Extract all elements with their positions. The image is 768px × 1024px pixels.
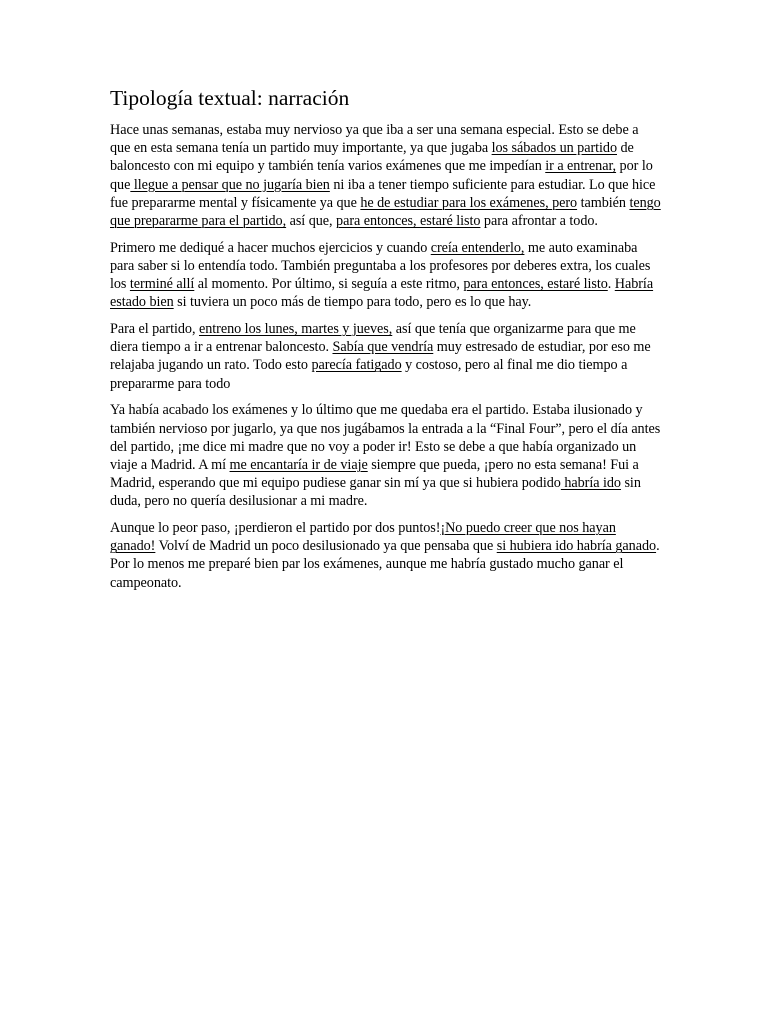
text-segment: y costoso, pero al final me dio tiempo a prepararme para todo	[110, 357, 628, 392]
text-segment: para afrontar a todo.	[480, 213, 598, 230]
text-segment: Hace unas semanas, estaba muy nervioso ya que iba a ser una semana especial. Esto se debe a que en esta semana tenía un partido muy importante, ya que jugaba	[110, 122, 639, 157]
paragraph-2	[110, 239, 662, 312]
underlined-phrase: he de estudiar para los exámenes, pero	[360, 194, 578, 211]
text-segment: me auto examinaba para saber si lo entendía todo. También preguntaba a los profesores por deberes extra, los cuales los	[110, 239, 651, 293]
text-segment: así que tenía que organizarme para que me diera tiempo a ir a entrenar baloncesto.	[110, 321, 636, 356]
document-body	[110, 121, 662, 592]
paragraph-3	[110, 320, 662, 393]
text-segment: si tuviera un poco más de tiempo para todo, pero es lo que hay.	[173, 294, 532, 311]
underlined-phrase: los sábados un partido	[491, 140, 617, 157]
text-segment: Lo que hice fue prepararme mental y físicamente ya que	[110, 176, 656, 211]
underlined-phrase: para entonces, estaré listo	[336, 213, 481, 230]
underlined-phrase: entreno los lunes, martes y jueves,	[198, 321, 393, 338]
underlined-phrase: Habría estado bien	[110, 276, 654, 311]
text-segment: Ya había acabado los exámenes y lo último que me quedaba era el partido. Estaba ilusionado y también nervioso por jugarlo, ya que nos jugábamos la entrada a la “Final Four”, pero el día antes del partido, ¡me dice mi madre que no voy a poder ir! Esto se debe a que había organizado un viaje a Madrid. A mí	[110, 402, 661, 473]
paragraph-5	[110, 519, 662, 592]
text-segment: también	[577, 194, 630, 211]
underlined-phrase: creía entenderlo,	[430, 239, 525, 256]
underlined-phrase: llegue a pensar que no jugaría bien	[130, 176, 330, 193]
document-title: Tipología textual: narración	[110, 86, 350, 110]
underlined-phrase: si hubiera ido habría ganado	[496, 538, 657, 555]
underlined-phrase: terminé allí	[129, 276, 195, 293]
text-segment: así que,	[286, 213, 337, 230]
text-segment: .	[607, 276, 615, 293]
text-segment: Primero me dediqué a hacer muchos ejercicios y cuando	[110, 239, 431, 256]
underlined-phrase: habría ido	[560, 475, 621, 492]
text-segment: siempre que pueda, ¡pero no esta semana! Fui a Madrid, esperando que mi equipo pudiese ganar sin mí ya que si hubiera podido	[110, 456, 639, 492]
underlined-phrase: ¡No puedo creer que nos hayan ganado!	[110, 520, 616, 555]
text-segment: por lo que	[110, 158, 653, 193]
underlined-phrase: ir a entrenar,	[545, 158, 617, 175]
text-segment: de baloncesto con mi equipo y también tenía varios exámenes que me impedían	[110, 140, 634, 175]
underlined-phrase: para entonces, estaré listo	[463, 276, 608, 293]
text-segment: muy estresado de estudiar, por eso me relajaba jugando un rato. Todo esto	[110, 339, 651, 374]
text-segment: Aunque lo peor paso, ¡perdieron el partido por dos puntos!	[110, 520, 441, 537]
text-segment: ni iba a tener tiempo suficiente para estudiar.	[329, 176, 586, 193]
document-page	[110, 84, 662, 600]
text-segment: Para el partido,	[110, 321, 199, 338]
paragraph-1	[110, 121, 662, 230]
text-segment: al momento. Por último, si seguía a este ritmo,	[194, 276, 464, 293]
text-segment: Volví de Madrid un poco desilusionado ya que pensaba que	[155, 538, 497, 555]
paragraph-4	[110, 401, 662, 510]
underlined-phrase: Sabía que vendría	[332, 339, 434, 356]
underlined-phrase: tengo que prepararme para el partido,	[110, 194, 661, 230]
underlined-phrase: parecía fatigado	[311, 357, 402, 374]
text-segment: . Por lo menos me preparé bien par los exámenes, aunque me habría gustado mucho ganar el campeonato.	[110, 538, 660, 591]
underlined-phrase: me encantaría ir de viaje	[229, 456, 368, 473]
text-segment: sin duda, pero no quería desilusionar a mi madre.	[110, 475, 641, 510]
